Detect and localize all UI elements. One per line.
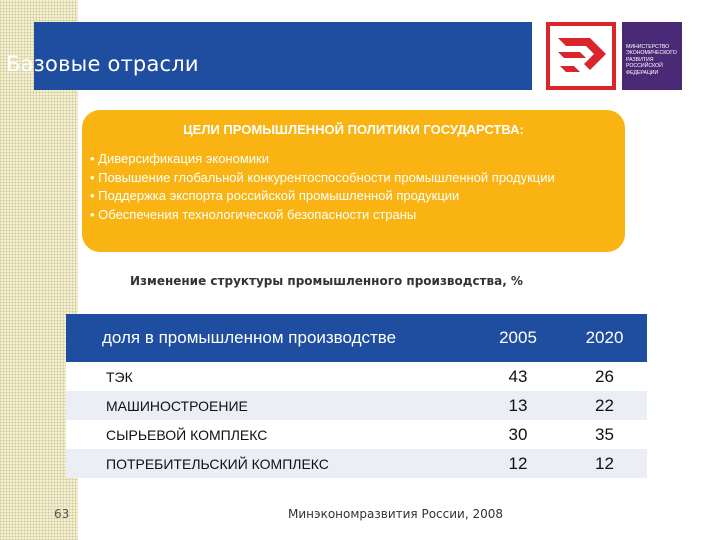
value-2005: 12: [474, 449, 562, 478]
column-header-2020: 2020: [562, 314, 647, 362]
source-caption: Минэкономразвития России, 2008: [288, 507, 503, 521]
industry-structure-table: [66, 314, 647, 478]
table-title: Изменение структуры промышленного производства, %: [130, 274, 523, 288]
value-2005: 13: [474, 391, 562, 420]
page-number: 63: [54, 507, 70, 521]
goals-panel: [82, 110, 625, 252]
row-label: ПОТРЕБИТЕЛЬСКИЙ КОМПЛЕКС: [66, 449, 474, 478]
table-row: [66, 449, 647, 478]
goal-item: • Повышение глобальной конкурентоспособности промышленной продукции: [90, 169, 555, 185]
value-2005: 43: [474, 362, 562, 391]
ministry-name: МИНИСТЕРСТВО ЭКОНОМИЧЕСКОГО РАЗВИТИЯ РОССИЙСКОЙ ФЕДЕРАЦИИ: [626, 44, 677, 76]
value-2020: 22: [562, 391, 647, 420]
ministry-logo: [546, 22, 616, 90]
goals-title: ЦЕЛИ ПРОМЫШЛЕННОЙ ПОЛИТИКИ ГОСУДАРСТВА:: [183, 122, 524, 137]
column-header-2005: 2005: [474, 314, 562, 362]
value-2020: 26: [562, 362, 647, 391]
value-2020: 12: [562, 449, 647, 478]
goal-item: • Поддержка экспорта российской промышленной продукции: [90, 188, 460, 203]
row-label: СЫРЬЕВОЙ КОМПЛЕКС: [66, 420, 474, 449]
table-row: [66, 362, 647, 391]
ministry-name-box: [622, 22, 682, 90]
value-2020: 35: [562, 420, 647, 449]
table-row: [66, 391, 647, 420]
row-label: ТЭК: [66, 362, 474, 391]
value-2005: 30: [474, 420, 562, 449]
column-header-share: доля в промышленном производстве: [66, 314, 474, 362]
table-row: [66, 420, 647, 449]
row-label: МАШИНОСТРОЕНИЕ: [66, 391, 474, 420]
table-header-row: [66, 314, 647, 362]
goal-item: • Диверсификация экономики: [90, 151, 269, 166]
page-title: Базовые отрасли: [6, 52, 199, 76]
goal-item: • Обеспечения технологической безопасности страны: [90, 206, 417, 222]
red-arrow-logo-icon: [550, 26, 612, 86]
goals-list: [90, 150, 610, 224]
